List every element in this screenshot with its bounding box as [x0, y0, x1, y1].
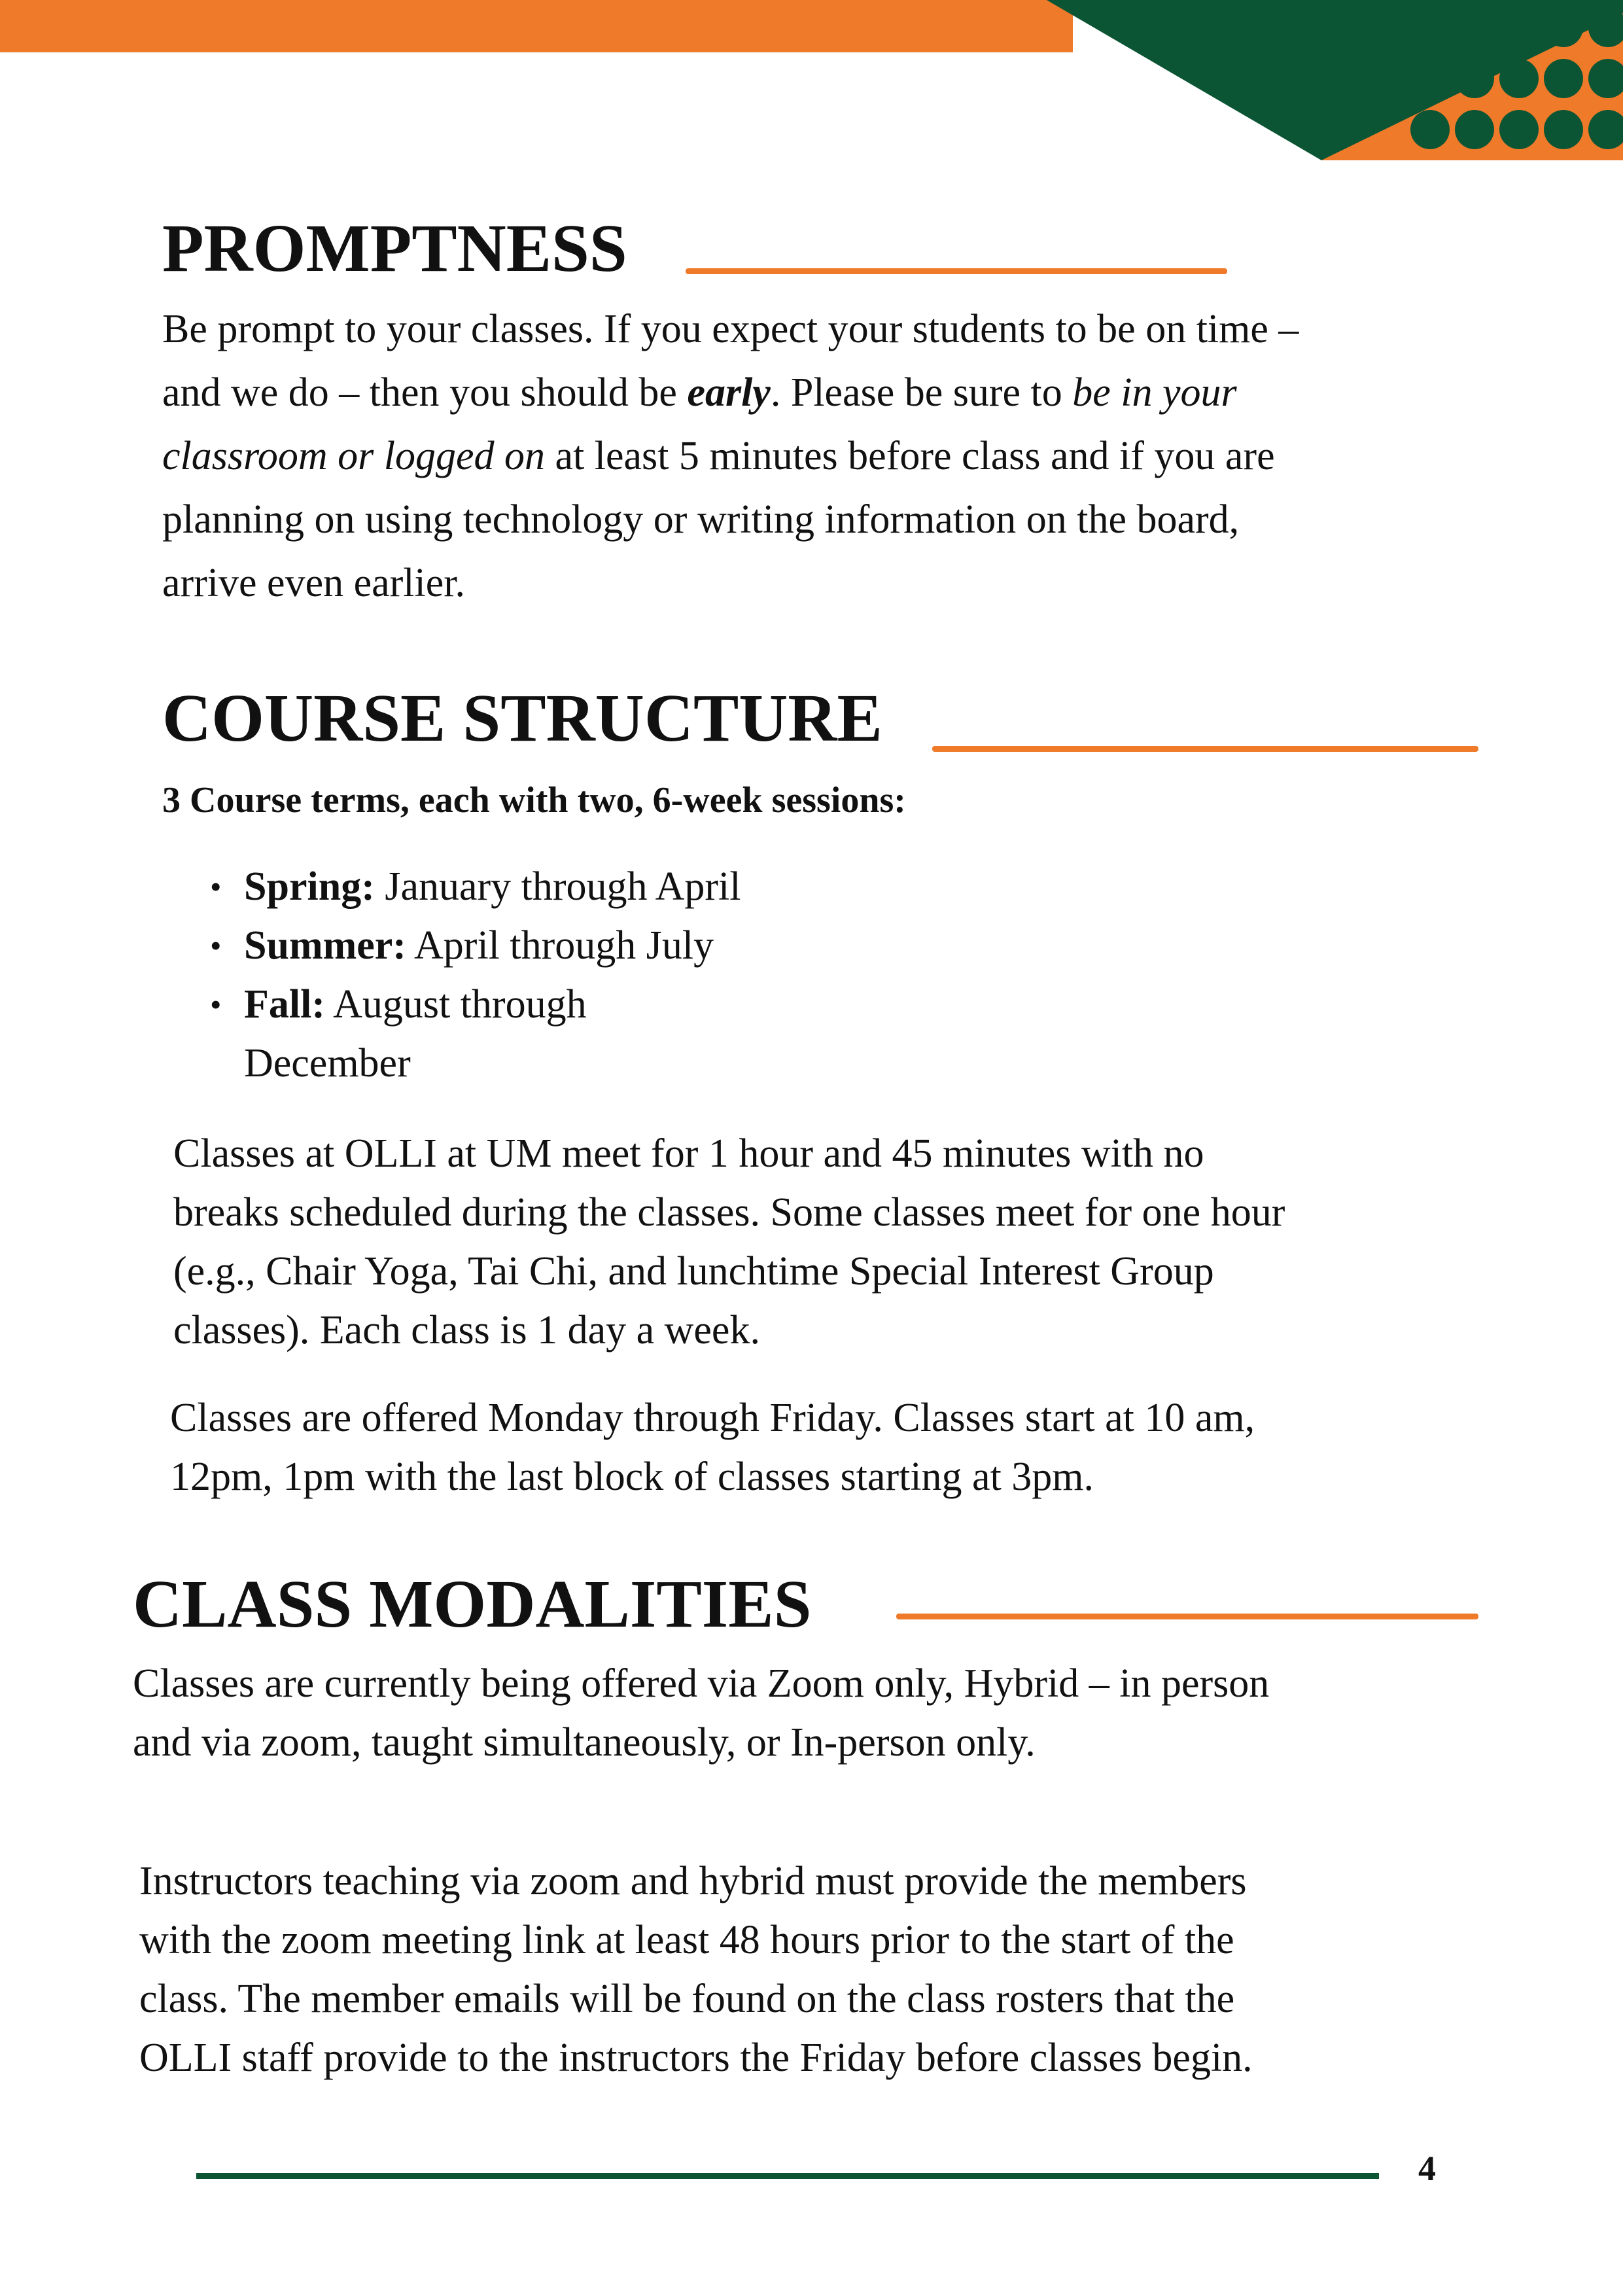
- class-modalities-heading: CLASS MODALITIES: [133, 1566, 812, 1642]
- course-structure-heading-rule: [932, 746, 1478, 752]
- class-modalities-heading-rule: [896, 1614, 1478, 1619]
- promptness-line-1: Be prompt to your classes. If you expect your students to be on time –: [162, 307, 1299, 351]
- list-item: • Summer: April through July: [244, 916, 898, 975]
- bullet-icon: •: [210, 927, 222, 964]
- promptness-line-3: classroom or logged on at least 5 minutes before class and if you are: [162, 434, 1275, 478]
- class-schedule-paragraph: Classes are offered Monday through Friday. Classes start at 10 am, 12pm, 1pm with the last block of classes starting at 3pm.: [170, 1396, 1255, 1499]
- page-number: 4: [1418, 2149, 1436, 2188]
- bullet-icon: •: [210, 868, 222, 905]
- list-item: • Fall: August through December: [244, 975, 898, 1093]
- promptness-heading: PROMPTNESS: [162, 211, 627, 286]
- course-terms-subheading: 3 Course terms, each with two, 6-week sessions:: [162, 780, 906, 821]
- modalities-paragraph: Classes are currently being offered via Zoom only, Hybrid – in person and via zoom, taught simultaneously, or In-person only.: [133, 1661, 1270, 1765]
- course-terms-list: [210, 857, 898, 1093]
- zoom-link-paragraph: Instructors teaching via zoom and hybrid must provide the members with the zoom meeting link at least 48 hours prior to the start of the class. The member emails will be found on the class rosters that the OLLI staff provide to the instructors the Friday before classes begin.: [139, 1859, 1253, 2080]
- footer-rule: [196, 2173, 1379, 2179]
- class-duration-paragraph: Classes at OLLI at UM meet for 1 hour and 45 minutes with no breaks scheduled during the classes. Some classes meet for one hour (e.g., Chair Yoga, Tai Chi, and lunchtime Special Interest Group classes). Each class is 1 day a week.: [173, 1131, 1285, 1352]
- header-decoration: [0, 0, 1623, 170]
- promptness-line-4: planning on using technology or writing information on the board,: [162, 497, 1240, 542]
- promptness-line-5: arrive even earlier.: [162, 561, 465, 605]
- promptness-line-2: and we do – then you should be early. Please be sure to be in your: [162, 370, 1237, 415]
- promptness-paragraph: [162, 298, 1523, 615]
- top-orange-band: [0, 0, 1073, 52]
- bullet-icon: •: [210, 986, 222, 1023]
- emphasis-early: early: [687, 370, 771, 415]
- promptness-heading-rule: [686, 268, 1227, 274]
- course-structure-heading: COURSE STRUCTURE: [162, 680, 882, 756]
- list-item: • Spring: January through April: [244, 857, 898, 916]
